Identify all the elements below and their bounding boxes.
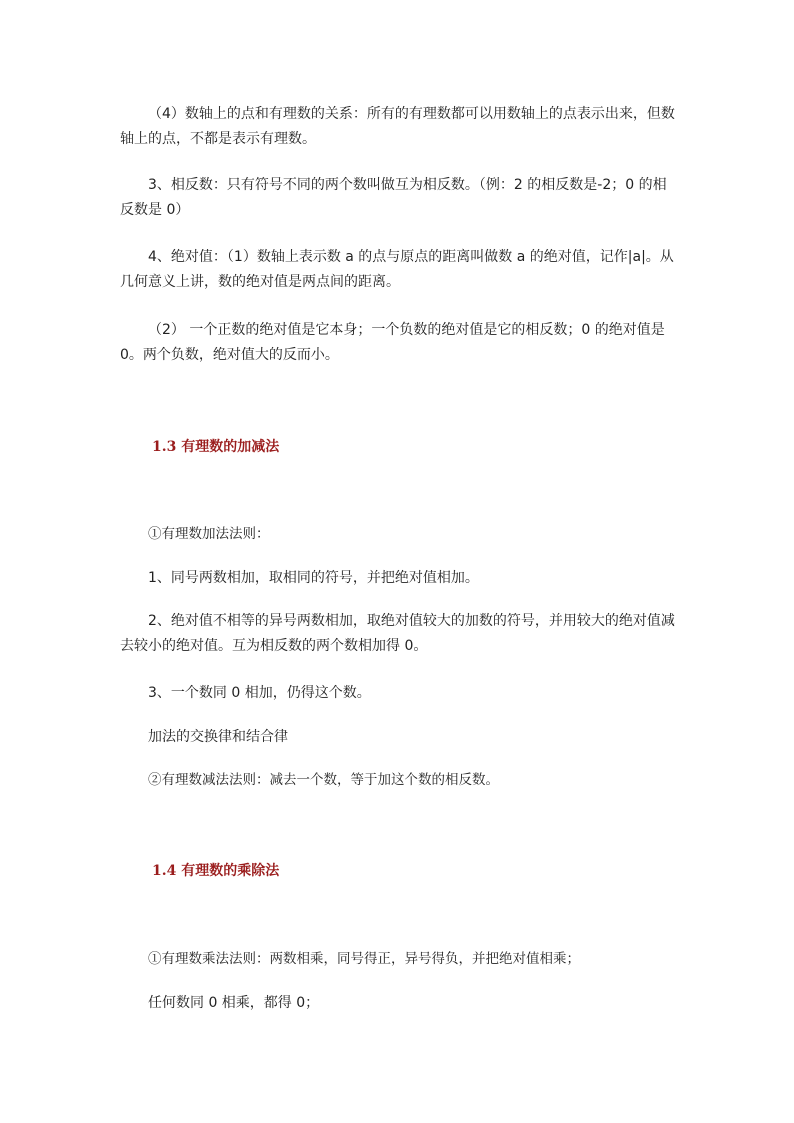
multiplication-rule: ①有理数乘法法则：两数相乘，同号得正，异号得负，并把绝对值相乘； bbox=[148, 951, 580, 967]
addition-rule-1: 1、同号两数相加，取相同的符号，并把绝对值相加。 bbox=[148, 570, 479, 586]
paragraph-opposite-numbers: 3、相反数：只有符号不同的两个数叫做互为相反数。（例：2 的相反数是-2；0 的相反数是 0） bbox=[120, 177, 667, 218]
subtraction-rule: ②有理数减法法则：减去一个数，等于加这个数的相反数。 bbox=[148, 772, 499, 788]
addition-laws: 加法的交换律和结合律 bbox=[148, 729, 288, 745]
multiplication-zero-rule: 任何数同 0 相乘，都得 0； bbox=[148, 995, 320, 1011]
paragraph-absolute-value-definition: 4、绝对值：（1）数轴上表示数 a 的点与原点的距离叫做数 a 的绝对值，记作|a|。从几何意义上讲，数的绝对值是两点间的距离。 bbox=[120, 249, 674, 290]
addition-rule-3: 3、一个数同 0 相加，仍得这个数。 bbox=[148, 685, 371, 701]
paragraph-number-line-relation: （4）数轴上的点和有理数的关系：所有的有理数都可以用数轴上的点表示出来，但数轴上的点，不都是表示有理数。 bbox=[120, 106, 675, 147]
addition-rule-title: ①有理数加法法则： bbox=[148, 526, 270, 542]
heading-addition-subtraction: 1.3 有理数的加减法 bbox=[152, 439, 280, 455]
heading-multiplication-division: 1.4 有理数的乘除法 bbox=[152, 863, 280, 879]
paragraph-absolute-value-properties: （2） 一个正数的绝对值是它本身；一个负数的绝对值是它的相反数；0 的绝对值是 0。两个负数，绝对值大的反而小。 bbox=[120, 322, 665, 363]
addition-rule-2: 2、绝对值不相等的异号两数相加，取绝对值较大的加数的符号，并用较大的绝对值减去较小的绝对值。互为相反数的两个数相加得 0。 bbox=[120, 613, 675, 654]
